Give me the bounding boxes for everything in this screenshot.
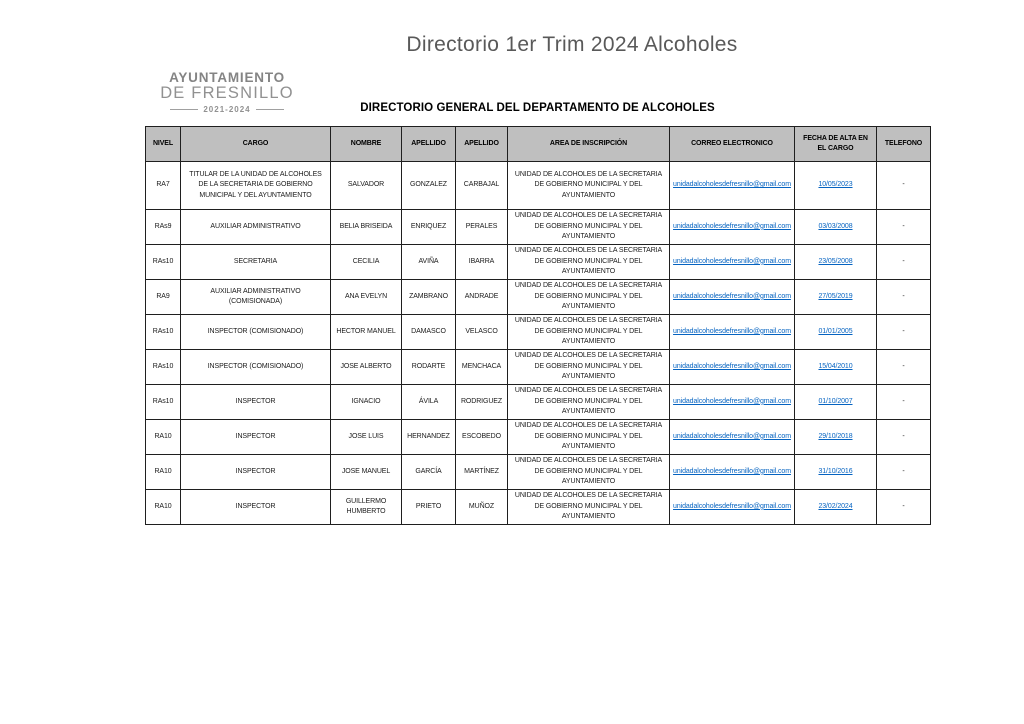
telefono-cell: - (877, 210, 931, 245)
area-cell: UNIDAD DE ALCOHOLES DE LA SECRETARIA DE GOBIERNO MUNICIPAL Y DEL AYUNTAMIENTO (508, 245, 670, 280)
email-link-cell (670, 280, 795, 315)
document-subtitle: DIRECTORIO GENERAL DEL DEPARTAMENTO DE ALCOHOLES (360, 102, 715, 114)
apellido-paterno-cell: DAMASCO (402, 315, 456, 350)
email-link[interactable]: unidadalcoholesdefresnillo@gmail.com (673, 467, 791, 475)
column-header-fecha-alta: FECHA DE ALTA EN EL CARGO (795, 127, 877, 162)
fecha-alta-link[interactable]: 23/05/2008 (818, 257, 853, 265)
email-link[interactable]: unidadalcoholesdefresnillo@gmail.com (673, 432, 791, 440)
telefono-cell: - (877, 280, 931, 315)
nivel-cell: RA7 (146, 162, 181, 210)
fecha-alta-link[interactable]: 27/05/2019 (818, 292, 853, 300)
fecha-alta-link[interactable]: 03/03/2008 (818, 222, 853, 230)
table-row (146, 420, 931, 455)
column-header-correo-electronico: CORREO ELECTRONICO (670, 127, 795, 162)
apellido-materno-cell: MARTÍNEZ (456, 455, 508, 490)
column-header-apellido-paterno: APELLIDO (402, 127, 456, 162)
area-cell: UNIDAD DE ALCOHOLES DE LA SECRETARIA DE GOBIERNO MUNICIPAL Y DEL AYUNTAMIENTO (508, 315, 670, 350)
email-link-cell (670, 210, 795, 245)
fecha-alta-link-cell (795, 315, 877, 350)
apellido-materno-cell: IBARRA (456, 245, 508, 280)
nombre-cell: HECTOR MANUEL (331, 315, 402, 350)
email-link-cell (670, 385, 795, 420)
telefono-cell: - (877, 455, 931, 490)
cargo-cell: INSPECTOR (181, 385, 331, 420)
nivel-cell: RA9 (146, 280, 181, 315)
column-header-nombre: NOMBRE (331, 127, 402, 162)
area-cell: UNIDAD DE ALCOHOLES DE LA SECRETARIA DE GOBIERNO MUNICIPAL Y DEL AYUNTAMIENTO (508, 420, 670, 455)
fecha-alta-link[interactable]: 01/10/2007 (818, 397, 853, 405)
logo-text-ayuntamiento: AYUNTAMIENTO (169, 70, 285, 85)
table-row (146, 455, 931, 490)
email-link-cell (670, 420, 795, 455)
apellido-paterno-cell: HERNANDEZ (402, 420, 456, 455)
directory-table-body (146, 162, 931, 525)
email-link[interactable]: unidadalcoholesdefresnillo@gmail.com (673, 502, 791, 510)
email-link-cell (670, 162, 795, 210)
fecha-alta-link-cell (795, 420, 877, 455)
nivel-cell: RA10 (146, 490, 181, 525)
column-header-nivel: NIVEL (146, 127, 181, 162)
table-row (146, 210, 931, 245)
page-title: Directorio 1er Trim 2024 Alcoholes (406, 33, 738, 56)
logo-years-text: 2021-2024 (203, 105, 251, 114)
fecha-alta-link[interactable]: 29/10/2018 (818, 432, 853, 440)
nombre-cell: GUILLERMO HUMBERTO (331, 490, 402, 525)
email-link[interactable]: unidadalcoholesdefresnillo@gmail.com (673, 327, 791, 335)
apellido-materno-cell: PERALES (456, 210, 508, 245)
cargo-cell: INSPECTOR (COMISIONADO) (181, 350, 331, 385)
area-cell: UNIDAD DE ALCOHOLES DE LA SECRETARIA DE GOBIERNO MUNICIPAL Y DEL AYUNTAMIENTO (508, 385, 670, 420)
area-cell: UNIDAD DE ALCOHOLES DE LA SECRETARIA DE GOBIERNO MUNICIPAL Y DEL AYUNTAMIENTO (508, 455, 670, 490)
apellido-materno-cell: RODRIGUEZ (456, 385, 508, 420)
apellido-materno-cell: MUÑOZ (456, 490, 508, 525)
area-cell: UNIDAD DE ALCOHOLES DE LA SECRETARIA DE GOBIERNO MUNICIPAL Y DEL AYUNTAMIENTO (508, 490, 670, 525)
fecha-alta-link-cell (795, 280, 877, 315)
cargo-cell: INSPECTOR (181, 455, 331, 490)
nombre-cell: IGNACIO (331, 385, 402, 420)
cargo-cell: INSPECTOR (181, 420, 331, 455)
nombre-cell: ANA EVELYN (331, 280, 402, 315)
telefono-cell: - (877, 245, 931, 280)
table-row (146, 385, 931, 420)
fecha-alta-link-cell (795, 490, 877, 525)
fecha-alta-link-cell (795, 162, 877, 210)
apellido-materno-cell: VELASCO (456, 315, 508, 350)
apellido-materno-cell: ESCOBEDO (456, 420, 508, 455)
header-row (146, 127, 931, 162)
apellido-paterno-cell: AVIÑA (402, 245, 456, 280)
nombre-cell: SALVADOR (331, 162, 402, 210)
table-row (146, 315, 931, 350)
fecha-alta-link[interactable]: 23/02/2024 (818, 502, 853, 510)
area-cell: UNIDAD DE ALCOHOLES DE LA SECRETARIA DE GOBIERNO MUNICIPAL Y DEL AYUNTAMIENTO (508, 210, 670, 245)
fecha-alta-link[interactable]: 01/01/2005 (818, 327, 853, 335)
nivel-cell: RAs10 (146, 315, 181, 350)
nivel-cell: RA10 (146, 455, 181, 490)
email-link[interactable]: unidadalcoholesdefresnillo@gmail.com (673, 222, 791, 230)
fecha-alta-link-cell (795, 385, 877, 420)
email-link[interactable]: unidadalcoholesdefresnillo@gmail.com (673, 257, 791, 265)
apellido-materno-cell: ANDRADE (456, 280, 508, 315)
cargo-cell: AUXILIAR ADMINISTRATIVO (181, 210, 331, 245)
apellido-paterno-cell: ENRIQUEZ (402, 210, 456, 245)
telefono-cell: - (877, 162, 931, 210)
nivel-cell: RAs10 (146, 350, 181, 385)
apellido-paterno-cell: ÁVILA (402, 385, 456, 420)
fecha-alta-link-cell (795, 455, 877, 490)
area-cell: UNIDAD DE ALCOHOLES DE LA SECRETARIA DE GOBIERNO MUNICIPAL Y DEL AYUNTAMIENTO (508, 280, 670, 315)
nombre-cell: BELIA BRISEIDA (331, 210, 402, 245)
area-cell: UNIDAD DE ALCOHOLES DE LA SECRETARIA DE GOBIERNO MUNICIPAL Y DEL AYUNTAMIENTO (508, 162, 670, 210)
email-link[interactable]: unidadalcoholesdefresnillo@gmail.com (673, 292, 791, 300)
fecha-alta-link[interactable]: 15/04/2010 (818, 362, 853, 370)
telefono-cell: - (877, 315, 931, 350)
logo-text-de-fresnillo: DE FRESNILLO (160, 84, 294, 102)
email-link-cell (670, 490, 795, 525)
apellido-paterno-cell: PRIETO (402, 490, 456, 525)
cargo-cell: SECRETARIA (181, 245, 331, 280)
table-row (146, 162, 931, 210)
nombre-cell: JOSE MANUEL (331, 455, 402, 490)
email-link[interactable]: unidadalcoholesdefresnillo@gmail.com (673, 397, 791, 405)
column-header-cargo: CARGO (181, 127, 331, 162)
nivel-cell: RAs10 (146, 385, 181, 420)
column-header-telefono: TELEFONO (877, 127, 931, 162)
apellido-materno-cell: CARBAJAL (456, 162, 508, 210)
email-link-cell (670, 455, 795, 490)
email-link-cell (670, 315, 795, 350)
email-link-cell (670, 245, 795, 280)
fecha-alta-link-cell (795, 350, 877, 385)
cargo-cell: INSPECTOR (181, 490, 331, 525)
fecha-alta-link[interactable]: 10/05/2023 (818, 181, 853, 189)
email-link[interactable]: unidadalcoholesdefresnillo@gmail.com (673, 181, 791, 189)
apellido-paterno-cell: GONZALEZ (402, 162, 456, 210)
table-row (146, 490, 931, 525)
table-row (146, 280, 931, 315)
cargo-cell: AUXILIAR ADMINISTRATIVO (COMISIONADA) (181, 280, 331, 315)
column-header-apellido-materno: APELLIDO (456, 127, 508, 162)
email-link[interactable]: unidadalcoholesdefresnillo@gmail.com (673, 362, 791, 370)
telefono-cell: - (877, 350, 931, 385)
fecha-alta-link-cell (795, 245, 877, 280)
nombre-cell: CECILIA (331, 245, 402, 280)
telefono-cell: - (877, 420, 931, 455)
column-header-area-inscripcion: AREA DE INSCRIPCIÓN (508, 127, 670, 162)
apellido-paterno-cell: ZAMBRANO (402, 280, 456, 315)
nivel-cell: RAs10 (146, 245, 181, 280)
apellido-paterno-cell: RODARTE (402, 350, 456, 385)
fecha-alta-link[interactable]: 31/10/2016 (818, 467, 853, 475)
telefono-cell: - (877, 385, 931, 420)
area-cell: UNIDAD DE ALCOHOLES DE LA SECRETARIA DE GOBIERNO MUNICIPAL Y DEL AYUNTAMIENTO (508, 350, 670, 385)
telefono-cell: - (877, 490, 931, 525)
apellido-materno-cell: MENCHACA (456, 350, 508, 385)
table-row (146, 350, 931, 385)
nivel-cell: RA10 (146, 420, 181, 455)
nombre-cell: JOSE LUIS (331, 420, 402, 455)
cargo-cell: TITULAR DE LA UNIDAD DE ALCOHOLES DE LA SECRETARIA DE GOBIERNO MUNICIPAL Y DEL AYUNTAMIENTO (181, 162, 331, 210)
cargo-cell: INSPECTOR (COMISIONADO) (181, 315, 331, 350)
email-link-cell (670, 350, 795, 385)
directory-table (145, 126, 931, 525)
table-row (146, 245, 931, 280)
nivel-cell: RAs9 (146, 210, 181, 245)
nombre-cell: JOSE ALBERTO (331, 350, 402, 385)
fecha-alta-link-cell (795, 210, 877, 245)
apellido-paterno-cell: GARCÍA (402, 455, 456, 490)
